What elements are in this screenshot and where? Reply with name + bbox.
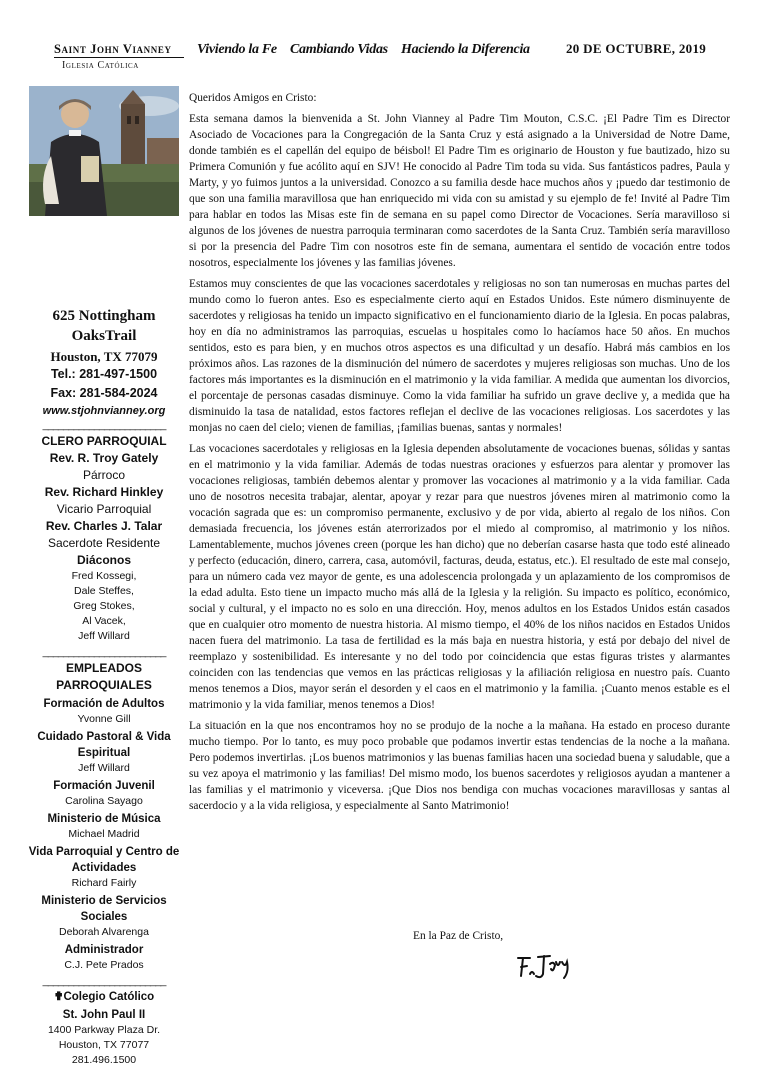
- deacon-name: Jeff Willard: [78, 630, 130, 642]
- parish-street-address: 625 Nottingham OaksTrail: [52, 308, 156, 344]
- clergy-name: Rev. R. Troy Gately: [49, 451, 159, 465]
- staff-name: Yvonne Gill: [77, 713, 131, 725]
- staff-title: Formación Juvenil: [53, 780, 155, 792]
- staff-title: Ministerio de Música: [47, 813, 161, 825]
- clergy-role: Sacerdote Residente: [47, 536, 161, 550]
- motto-1: Viviendo la Fe: [197, 42, 277, 57]
- staff-name: Michael Madrid: [68, 828, 140, 840]
- deacon-name: Fred Kossegi,: [71, 570, 137, 582]
- clergy-heading: CLERO PARROQUIAL: [41, 434, 167, 448]
- letter-paragraph: La situación en la que nos encontramos hoy no se produjo de la noche a la mañana. Ha estado en proceso durante mucho tiempo. Por lo tanto, es muy poco probable que podamos invertir estas tendencias de la noche a la mañana. Pero podemos invertirlas. ¡Los buenos matrimonios y las buenas familias hacen una sociedad buena y saludable, que a su vez apoya el matrimonio y las familias! Del mismo modo, los buenos sacerdotes y religiosos ayudan a mantener a las familias y el matrimonio y viceversa. ¡Que Dios nos bendiga con muchas vocaciones maravillosas y santas al sacerdocio y a la vida religiosa, y especialmente al Santo Matrimonio!: [189, 720, 730, 812]
- deacon-name: Al Vacek,: [82, 615, 126, 627]
- parish-fax: Fax: 281-584-2024: [50, 386, 158, 400]
- school-address: 1400 Parkway Plaza Dr.: [47, 1024, 161, 1036]
- signature-drawing: [514, 952, 574, 982]
- letter-closing: En la Paz de Cristo,: [413, 930, 504, 942]
- sidebar-divider: ________________________: [42, 646, 166, 658]
- school-name-line1: Colegio Católico: [63, 991, 155, 1003]
- staff-title: Ministerio de Servicios Sociales: [41, 895, 167, 923]
- parish-name: Saint John Vianney: [54, 42, 172, 56]
- sidebar: [24, 82, 184, 1066]
- parish-subtitle: Iglesia Católica: [62, 60, 139, 71]
- motto-line: [197, 42, 540, 58]
- priest-church-photo: [29, 86, 179, 216]
- staff-name: Deborah Alvarenga: [59, 926, 149, 938]
- pastor-letter: [189, 90, 730, 819]
- photo-illustration: [29, 86, 179, 216]
- deacon-name: Dale Steffes,: [74, 585, 134, 597]
- staff-heading: EMPLEADOS PARROQUIALES: [56, 661, 152, 692]
- page-header: [0, 0, 770, 82]
- letter-paragraph: Esta semana damos la bienvenida a St. John Vianney al Padre Tim Mouton, C.S.C. ¡El Padre Tim es Director Asociado de Vocaciones para la Congregación de la Santa Cruz y está asignado a la Universidad de Notre Dame, donde también es el capellán del equipo de béisbol! El Padre Tim es originario de Houston y fue bautizado, hizo su Primera Comunión y fue acólito aquí en SJV! He conocido al Padre Tim toda su vida. Sus fantásticos padres, Paula y Marty, y yo fuimos juntos a la universidad. Conozco a su familia desde hace muchos años y ¡puedo dar testimonio de que son una familia maravillosa que han enriquecido mi vida con su amistad y su ejemplo de fe! Invité al Padre Tim para hablar en todos las Misas este fin de semana en su papel como Director de Vocaciones. Sería maravilloso si algunos de los jóvenes de nuestra parroquia terminaran como sacerdotes de la Santa Cruz. También sería maravilloso si por la presencia del Padre Tim con nosotros este fin de semana, aumentara el sentido de vocación entre todos nosotros, especialmente los jóvenes y las familias jóvenes.: [189, 113, 730, 269]
- staff-name: Carolina Sayago: [65, 795, 143, 807]
- cross-icon: ✟: [53, 991, 64, 1003]
- deacon-name: Greg Stokes,: [73, 600, 135, 612]
- staff-title: Administrador: [64, 944, 144, 956]
- staff-name: Jeff Willard: [78, 762, 130, 774]
- motto-2: Cambiando Vidas: [290, 42, 388, 57]
- staff-title: Cuidado Pastoral & Vida Espiritual: [37, 731, 171, 759]
- parish-website-link[interactable]: www.stjohnvianney.org: [42, 405, 166, 417]
- school-name: [24, 989, 184, 1005]
- clergy-role: Vicario Parroquial: [56, 502, 152, 516]
- staff-name: Richard Fairly: [71, 877, 137, 889]
- sidebar-divider: ________________________: [42, 975, 166, 987]
- staff-name: C.J. Pete Prados: [64, 959, 144, 971]
- sidebar-divider: ________________________: [42, 419, 166, 431]
- letter-paragraph: Estamos muy conscientes de que las vocaciones sacerdotales y religiosas no son tan numerosas en muchas partes del mundo como lo fueron antes. Eso es especialmente cierto aquí en Estados Unidos. Este número disminuyente de sacerdotes y religiosas ha tenido un impacto significativo en el funcionamiento diario de la Iglesia. En pocas palabras, hoy en día no administramos las parroquias, escuelas u hospitales como lo hacíamos hace 50 años. En muchos sentidos, esto es para bien, y en muchos otros aspectos es una dificultad y un desafío. Habrá más cambios en los próximos años. Las razones de la disminución del número de sacerdotes y mujeres religiosas son muchas. Uno de los factores más importantes es la disminución en el matrimonio y la vida familiar. A medida que aumentan los divorcios, el porcentaje de personas casadas disminuye. Como la vida familiar ha sufrido un grave declive y, a medida que ha disminuido la tasa de natalidad, estos factores reflejan el declive de las vocaciones religiosas. Los sacerdotes y las monjas no caen del cielo; vienen de familias, ¡familias buenas, santas y normales!: [189, 278, 730, 434]
- school-name-line2: St. John Paul II: [62, 1009, 146, 1021]
- clergy-name: Rev. Richard Hinkley: [44, 485, 164, 499]
- letter-paragraph: Las vocaciones sacerdotales y religiosas en la Iglesia dependen absolutamente de vocaciones buenas, sólidas y santas en el matrimonio y la vida familiar. Además de todas nuestras oraciones y esfuerzos para alentar y promover las vocaciones religiosas, también debemos alentar y promover las vocaciones al matrimonio y a la vida familiar. Cada uno de nosotros necesita trabajar, alentar, apoyar y rezar para que nuestros jóvenes miren al matrimonio como la vocación sagrada que es: un compromiso permanente, exclusivo y de por vida, abierto al regalo de los niños. Con demasiada frecuencia, los jóvenes están aterrorizados por el miedo al compromiso, al matrimonio y los niños. Lamentablemente, muchos jóvenes creen (porque les han dicho) que no deberían casarse hasta que todo esté alineado y perfecto (educación, dinero, carrera, casa, automóvil, facturas, deuda, estatus, etc.). El resultado de este mal consejo, para un número cada vez mayor de gente, es una adolescencia prolongada y un aplazamiento de los compromisos de la edad adulta. Esto tiene un impacto mucho más allá de la Iglesia y la religión. Su impacto es político, económico, social y cultural, y el impacto no es solo en una dirección. Hoy, menos adultos en los Estados Unidos están casados que en cualquier otro momento de nuestra historia. Al mismo tiempo, el 40% de los niños nacidos en Estados Unidos nacen fuera del matrimonio. La tasa de fertilidad es la más baja en nuestra historia, y está por debajo del nivel de reemplazo y sostenibilidad. Es interesante y no del todo por coincidencia que estas figuras tristes y alarmantes coinciden con las tendencias que vemos en las prácticas religiosas y la afiliación religiosa en nuestro país. Cuanto menos tenemos a Dios, mayor serán el desorden y el caos en el matrimonio y la familia. ¡Cuanto menos estable es el matrimonio y la vida familiar, menos tenemos a Dios!: [189, 443, 730, 711]
- motto-3: Haciendo la Diferencia: [401, 42, 530, 57]
- bulletin-date: 20 DE OCTUBRE, 2019: [566, 41, 707, 56]
- clergy-role: Párroco: [82, 468, 126, 482]
- staff-title: Vida Parroquial y Centro de Actividades: [28, 846, 180, 874]
- parish-phone: Tel.: 281-497-1500: [50, 367, 158, 381]
- school-phone: 281.496.1500: [71, 1054, 137, 1066]
- parish-divider: [54, 57, 184, 58]
- parish-city: Houston, TX 77079: [50, 349, 158, 364]
- deacons-heading: Diáconos: [76, 553, 131, 567]
- clergy-name: Rev. Charles J. Talar: [45, 519, 163, 533]
- handwritten-signature: [514, 952, 574, 987]
- staff-title: Formación de Adultos: [43, 698, 165, 710]
- letter-greeting: Queridos Amigos en Cristo:: [189, 92, 317, 104]
- school-city: Houston, TX 77077: [58, 1039, 150, 1051]
